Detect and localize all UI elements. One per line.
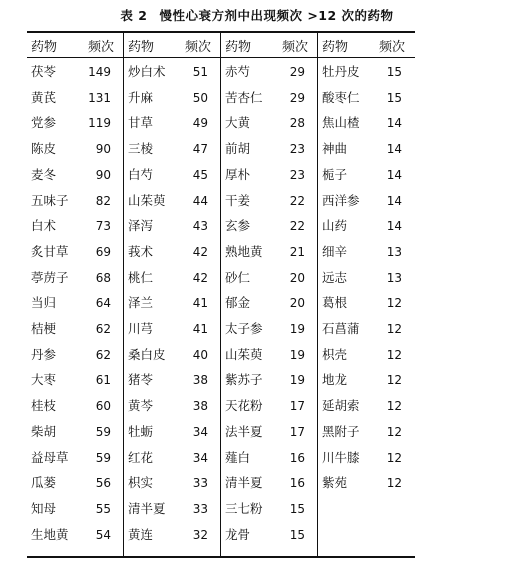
herb-name: 益母草 <box>31 449 69 465</box>
table-row <box>124 191 220 211</box>
header-name: 药物 <box>128 40 155 55</box>
herb-name: 猪苓 <box>128 372 154 388</box>
table-row <box>221 448 317 468</box>
herb-frequency: 56 <box>95 476 111 491</box>
column-header <box>221 36 317 54</box>
table-row <box>318 242 414 262</box>
herb-name: 白芍 <box>128 166 154 182</box>
herb-name: 甘草 <box>128 115 154 131</box>
table-row <box>124 88 220 108</box>
table-row <box>318 191 414 211</box>
table-row <box>221 422 317 442</box>
herb-frequency: 14 <box>386 142 402 157</box>
herb-frequency: 12 <box>386 399 402 414</box>
herb-frequency: 73 <box>95 219 111 234</box>
herb-name: 焦山楂 <box>322 115 360 131</box>
herb-frequency: 54 <box>95 527 111 542</box>
herb-name: 炒白术 <box>128 64 166 79</box>
table-row <box>124 62 220 82</box>
herb-frequency: 34 <box>192 424 208 439</box>
herb-frequency: 19 <box>289 347 305 362</box>
herb-name: 陈皮 <box>31 141 57 157</box>
herb-frequency: 12 <box>386 476 402 491</box>
herb-frequency: 23 <box>289 167 305 182</box>
herb-frequency: 20 <box>289 296 305 311</box>
table-caption <box>0 6 514 24</box>
table-row <box>221 242 317 262</box>
herb-frequency: 22 <box>289 193 305 208</box>
herb-name: 牡丹皮 <box>322 64 360 79</box>
herb-name: 酸枣仁 <box>322 89 360 105</box>
herb-name: 瓜蒌 <box>31 475 57 491</box>
table-row <box>221 113 317 133</box>
herb-frequency: 69 <box>95 244 111 259</box>
herb-name: 桃仁 <box>128 269 154 285</box>
table-row <box>27 268 123 288</box>
table-row <box>124 499 220 519</box>
table-row <box>318 319 414 339</box>
table-number: 表 2 <box>120 8 148 23</box>
table-row <box>27 88 123 108</box>
herb-name: 法半夏 <box>225 423 263 439</box>
table-row <box>221 499 317 519</box>
herb-name: 桔梗 <box>31 321 57 336</box>
herb-frequency: 14 <box>386 116 402 131</box>
table-row <box>27 165 123 185</box>
herb-name: 黑附子 <box>322 423 360 439</box>
herb-name: 川芎 <box>128 321 154 336</box>
herb-frequency: 149 <box>88 65 111 79</box>
herb-name: 干姜 <box>225 192 251 208</box>
herb-frequency: 64 <box>95 296 111 311</box>
table-row <box>318 165 414 185</box>
herb-name: 莪术 <box>128 243 154 259</box>
table-row <box>221 191 317 211</box>
herb-name: 龙骨 <box>225 526 251 542</box>
herb-frequency: 41 <box>192 296 208 311</box>
table-row <box>124 370 220 390</box>
herb-name: 细辛 <box>322 243 348 259</box>
table-row <box>27 370 123 390</box>
table-row <box>221 345 317 365</box>
herb-frequency: 61 <box>95 373 111 388</box>
table-row <box>124 268 220 288</box>
herb-frequency: 55 <box>95 501 111 516</box>
herb-name: 西洋参 <box>322 192 360 208</box>
herb-name: 天花粉 <box>225 398 263 414</box>
header-rule <box>27 57 415 58</box>
herb-frequency: 16 <box>289 450 305 465</box>
herb-frequency: 131 <box>88 90 111 105</box>
herb-name: 五味子 <box>31 192 69 208</box>
table-row <box>221 139 317 159</box>
herb-frequency: 15 <box>386 90 402 105</box>
herb-frequency: 62 <box>95 322 111 336</box>
herb-name: 远志 <box>322 269 348 285</box>
herb-frequency: 59 <box>95 424 111 439</box>
herb-name: 葶苈子 <box>31 269 69 285</box>
herb-name: 山药 <box>322 218 348 234</box>
herb-frequency: 34 <box>192 450 208 465</box>
herb-name: 当归 <box>31 295 57 311</box>
herb-name: 清半夏 <box>128 500 166 516</box>
herb-frequency: 19 <box>289 373 305 388</box>
herb-frequency: 32 <box>192 527 208 542</box>
column-header <box>318 36 414 54</box>
herb-name: 栀子 <box>322 166 348 182</box>
herb-frequency: 119 <box>88 116 111 131</box>
table-row <box>221 88 317 108</box>
herb-frequency: 45 <box>192 167 208 182</box>
table-row <box>318 139 414 159</box>
herb-frequency: 16 <box>289 476 305 491</box>
herb-name: 苦杏仁 <box>225 89 263 105</box>
herb-frequency: 14 <box>386 167 402 182</box>
herb-frequency: 33 <box>192 501 208 516</box>
herb-frequency: 12 <box>386 450 402 465</box>
table-row <box>221 525 317 545</box>
table-row <box>318 396 414 416</box>
herb-frequency: 49 <box>192 116 208 131</box>
herb-name: 薤白 <box>225 449 251 465</box>
table-row <box>318 88 414 108</box>
herb-name: 桂枝 <box>31 398 57 414</box>
herb-name: 三七粉 <box>225 500 263 516</box>
herb-frequency: 68 <box>95 270 111 285</box>
herb-frequency: 19 <box>289 322 305 336</box>
herb-frequency: 12 <box>386 322 402 336</box>
table-row <box>27 525 123 545</box>
table-title: 慢性心衰方剂中出现频次 >12 次的药物 <box>159 8 394 23</box>
table-row <box>27 448 123 468</box>
herb-frequency: 62 <box>95 347 111 362</box>
table-row <box>124 448 220 468</box>
table-row <box>318 422 414 442</box>
herb-name: 泽兰 <box>128 295 154 311</box>
herb-frequency: 42 <box>192 244 208 259</box>
herb-name: 枳壳 <box>322 346 348 362</box>
herb-frequency: 50 <box>192 90 208 105</box>
herb-name: 大黄 <box>225 115 251 131</box>
herb-name: 山茱萸 <box>128 192 166 208</box>
table-row <box>318 370 414 390</box>
herb-frequency: 13 <box>386 244 402 259</box>
table-row <box>221 473 317 493</box>
herb-name: 茯苓 <box>31 64 57 79</box>
herb-frequency: 43 <box>192 219 208 234</box>
table-row <box>27 293 123 313</box>
bottom-rule <box>27 556 415 558</box>
table-row <box>221 268 317 288</box>
herb-name: 砂仁 <box>225 269 251 285</box>
herb-name: 清半夏 <box>225 475 263 491</box>
herb-frequency: 42 <box>192 270 208 285</box>
herb-frequency: 17 <box>289 399 305 414</box>
header-frequency: 频次 <box>378 40 405 55</box>
table-row <box>27 422 123 442</box>
table-row <box>221 216 317 236</box>
herb-name: 麦冬 <box>31 166 57 182</box>
table-row <box>27 499 123 519</box>
table-row <box>318 62 414 82</box>
header-frequency: 频次 <box>281 40 308 55</box>
herb-name: 厚朴 <box>225 166 251 182</box>
herb-frequency: 90 <box>95 167 111 182</box>
herb-name: 枳实 <box>128 475 154 491</box>
herb-frequency: 51 <box>192 65 208 79</box>
herb-name: 牡蛎 <box>128 423 154 439</box>
herb-name: 红花 <box>128 449 154 465</box>
table-row <box>221 396 317 416</box>
table-row <box>27 396 123 416</box>
herb-name: 炙甘草 <box>31 243 69 259</box>
herb-frequency: 15 <box>289 501 305 516</box>
herb-frequency: 17 <box>289 424 305 439</box>
table-row <box>27 473 123 493</box>
table-row <box>27 113 123 133</box>
herb-frequency: 44 <box>192 193 208 208</box>
herb-name: 太子参 <box>225 321 263 336</box>
herb-frequency: 38 <box>192 373 208 388</box>
herb-frequency: 90 <box>95 142 111 157</box>
table-row <box>318 216 414 236</box>
herb-name: 葛根 <box>322 295 348 311</box>
herb-frequency: 14 <box>386 193 402 208</box>
herb-frequency: 15 <box>289 527 305 542</box>
herb-name: 党参 <box>31 115 57 131</box>
herb-frequency: 23 <box>289 142 305 157</box>
herb-name: 川牛膝 <box>322 449 360 465</box>
herb-name: 熟地黄 <box>225 243 263 259</box>
herb-frequency: 12 <box>386 296 402 311</box>
herb-name: 柴胡 <box>31 423 57 439</box>
herb-name: 郁金 <box>225 295 251 311</box>
herb-frequency: 29 <box>289 65 305 79</box>
herb-frequency: 12 <box>386 424 402 439</box>
table-row <box>124 165 220 185</box>
herb-name: 延胡索 <box>322 398 360 414</box>
herb-frequency: 20 <box>289 270 305 285</box>
herb-name: 前胡 <box>225 141 251 157</box>
table-row <box>27 191 123 211</box>
header-frequency: 频次 <box>87 40 114 55</box>
header-frequency: 频次 <box>184 40 211 55</box>
herb-name: 神曲 <box>322 141 348 157</box>
table-row <box>318 268 414 288</box>
table-row <box>27 139 123 159</box>
column-header <box>124 36 220 54</box>
header-name: 药物 <box>322 40 349 55</box>
herb-name: 丹参 <box>31 346 57 362</box>
table-row <box>124 293 220 313</box>
table-row <box>221 319 317 339</box>
herb-frequency: 29 <box>289 90 305 105</box>
herb-frequency: 14 <box>386 219 402 234</box>
herb-frequency: 33 <box>192 476 208 491</box>
herb-name: 白术 <box>31 218 57 234</box>
herb-name: 生地黄 <box>31 526 69 542</box>
header-name: 药物 <box>225 40 252 55</box>
herb-frequency: 59 <box>95 450 111 465</box>
herb-name: 地龙 <box>322 372 348 388</box>
table-row <box>124 113 220 133</box>
herb-name: 山茱萸 <box>225 346 263 362</box>
herb-name: 桑白皮 <box>128 346 166 362</box>
herb-frequency: 15 <box>386 65 402 79</box>
table-row <box>318 473 414 493</box>
herb-frequency: 47 <box>192 142 208 157</box>
table-row <box>27 62 123 82</box>
herb-frequency: 60 <box>95 399 111 414</box>
herb-frequency: 82 <box>95 193 111 208</box>
herb-frequency: 12 <box>386 347 402 362</box>
table-row <box>318 113 414 133</box>
table-row <box>124 396 220 416</box>
table-row <box>124 242 220 262</box>
table-row <box>221 165 317 185</box>
table-row <box>124 216 220 236</box>
herb-frequency: 22 <box>289 219 305 234</box>
table-row <box>124 319 220 339</box>
herb-frequency: 40 <box>192 347 208 362</box>
table-row <box>27 345 123 365</box>
table-row <box>221 370 317 390</box>
table-row <box>124 139 220 159</box>
herb-name: 泽泻 <box>128 218 154 234</box>
herb-frequency: 41 <box>192 322 208 336</box>
table-row <box>221 62 317 82</box>
table-row <box>221 293 317 313</box>
herb-name: 紫苑 <box>322 475 348 491</box>
table-row <box>318 448 414 468</box>
table-row <box>318 293 414 313</box>
herb-name: 大枣 <box>31 372 57 388</box>
herb-name: 黄连 <box>128 526 154 542</box>
header-name: 药物 <box>31 40 58 55</box>
herb-name: 黄芪 <box>31 89 57 105</box>
herb-name: 石菖蒲 <box>322 321 360 336</box>
herb-frequency: 13 <box>386 270 402 285</box>
table-row <box>27 216 123 236</box>
herb-frequency: 38 <box>192 399 208 414</box>
table-row <box>124 473 220 493</box>
table-row <box>318 345 414 365</box>
herb-name: 玄参 <box>225 218 251 234</box>
column-header <box>27 36 123 54</box>
herb-name: 知母 <box>31 500 57 516</box>
herb-name: 赤芍 <box>225 64 251 79</box>
herb-name: 三棱 <box>128 141 154 157</box>
herb-name: 升麻 <box>128 89 154 105</box>
top-rule <box>27 31 415 33</box>
table-row <box>27 242 123 262</box>
table-row <box>124 345 220 365</box>
herb-frequency: 28 <box>289 116 305 131</box>
herb-frequency: 12 <box>386 373 402 388</box>
herb-frequency: 21 <box>289 244 305 259</box>
herb-name: 紫苏子 <box>225 372 263 388</box>
table-row <box>27 319 123 339</box>
table-row <box>124 525 220 545</box>
herb-name: 黄芩 <box>128 398 154 414</box>
table-row <box>124 422 220 442</box>
